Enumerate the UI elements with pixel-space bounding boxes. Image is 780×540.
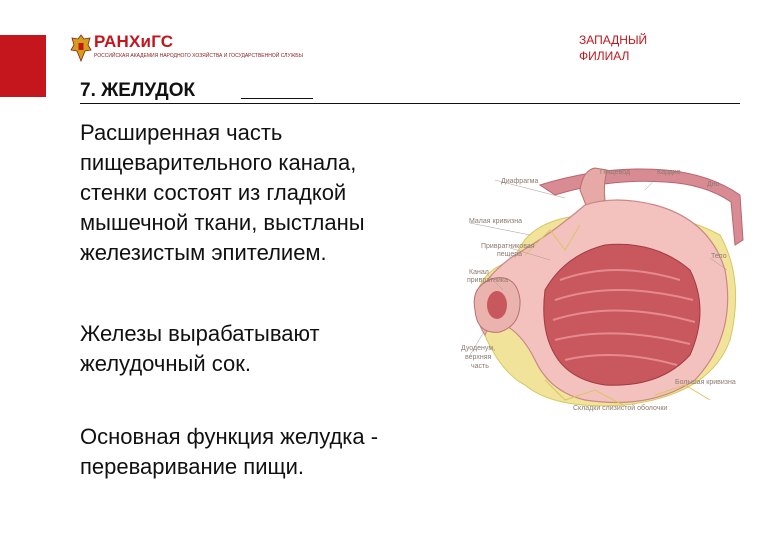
branch-label xyxy=(579,32,647,64)
label-telo: Тело xyxy=(711,253,727,260)
text-line: мышечной ткани, выстланы xyxy=(80,210,365,235)
logo-subtitle: РОССИЙСКАЯ АКАДЕМИЯ НАРОДНОГО ХОЗЯЙСТВА И ГОСУДАРСТВЕННОЙ СЛУЖБЫ xyxy=(94,53,303,59)
title-rule xyxy=(80,103,740,104)
text-line: железистым эпителием. xyxy=(80,240,327,265)
pylorus-opening xyxy=(487,291,507,319)
text-line: желудочный сок. xyxy=(80,351,251,376)
text-line: Основная функция желудка - xyxy=(80,424,379,449)
label-duodenum-2: верхняя xyxy=(465,354,492,361)
label-bolshaya-krivizna: Большая кривизна xyxy=(675,379,736,386)
eagle-emblem-icon xyxy=(70,34,92,62)
paragraph-glands xyxy=(80,319,460,379)
branch-line-2: ФИЛИАЛ xyxy=(579,49,630,63)
text-line: переваривание пищи. xyxy=(80,454,304,479)
branch-line-1: ЗАПАДНЫЙ xyxy=(579,33,648,47)
label-duodenum-1: Дуоденум, xyxy=(461,345,496,352)
text-line: Расширенная часть xyxy=(80,120,283,145)
stomach-anatomy-illustration xyxy=(455,160,755,425)
slide-title: 7. ЖЕЛУДОК xyxy=(80,80,196,101)
title-underline xyxy=(241,98,313,99)
label-kanal-2: привратника xyxy=(467,277,509,284)
label-kanal-1: Канал xyxy=(469,269,489,276)
accent-bar xyxy=(0,35,46,97)
label-kardio: Кардио xyxy=(657,169,681,176)
label-privratnikovaya-2: пещера xyxy=(497,251,523,258)
label-pishchevod: Пищевод xyxy=(600,169,630,176)
text-line: Железы вырабатывают xyxy=(80,321,320,346)
label-malaya-krivizna: Малая кривизна xyxy=(469,218,522,225)
logo-text: РАНХиГС xyxy=(94,32,174,51)
label-diafragma: Диафрагма xyxy=(501,178,539,185)
label-privratnikovaya-1: Привратниковая xyxy=(481,243,535,250)
ranepa-logo xyxy=(70,32,303,68)
text-line: стенки состоят из гладкой xyxy=(80,180,347,205)
paragraph-function xyxy=(80,422,460,482)
label-skladki: Складки слизистой оболочки xyxy=(573,405,668,412)
text-line: пищеварительного канала, xyxy=(80,150,357,175)
label-duodenum-3: часть xyxy=(471,363,489,370)
label-dno: Дно xyxy=(707,181,720,188)
paragraph-definition xyxy=(80,118,460,268)
